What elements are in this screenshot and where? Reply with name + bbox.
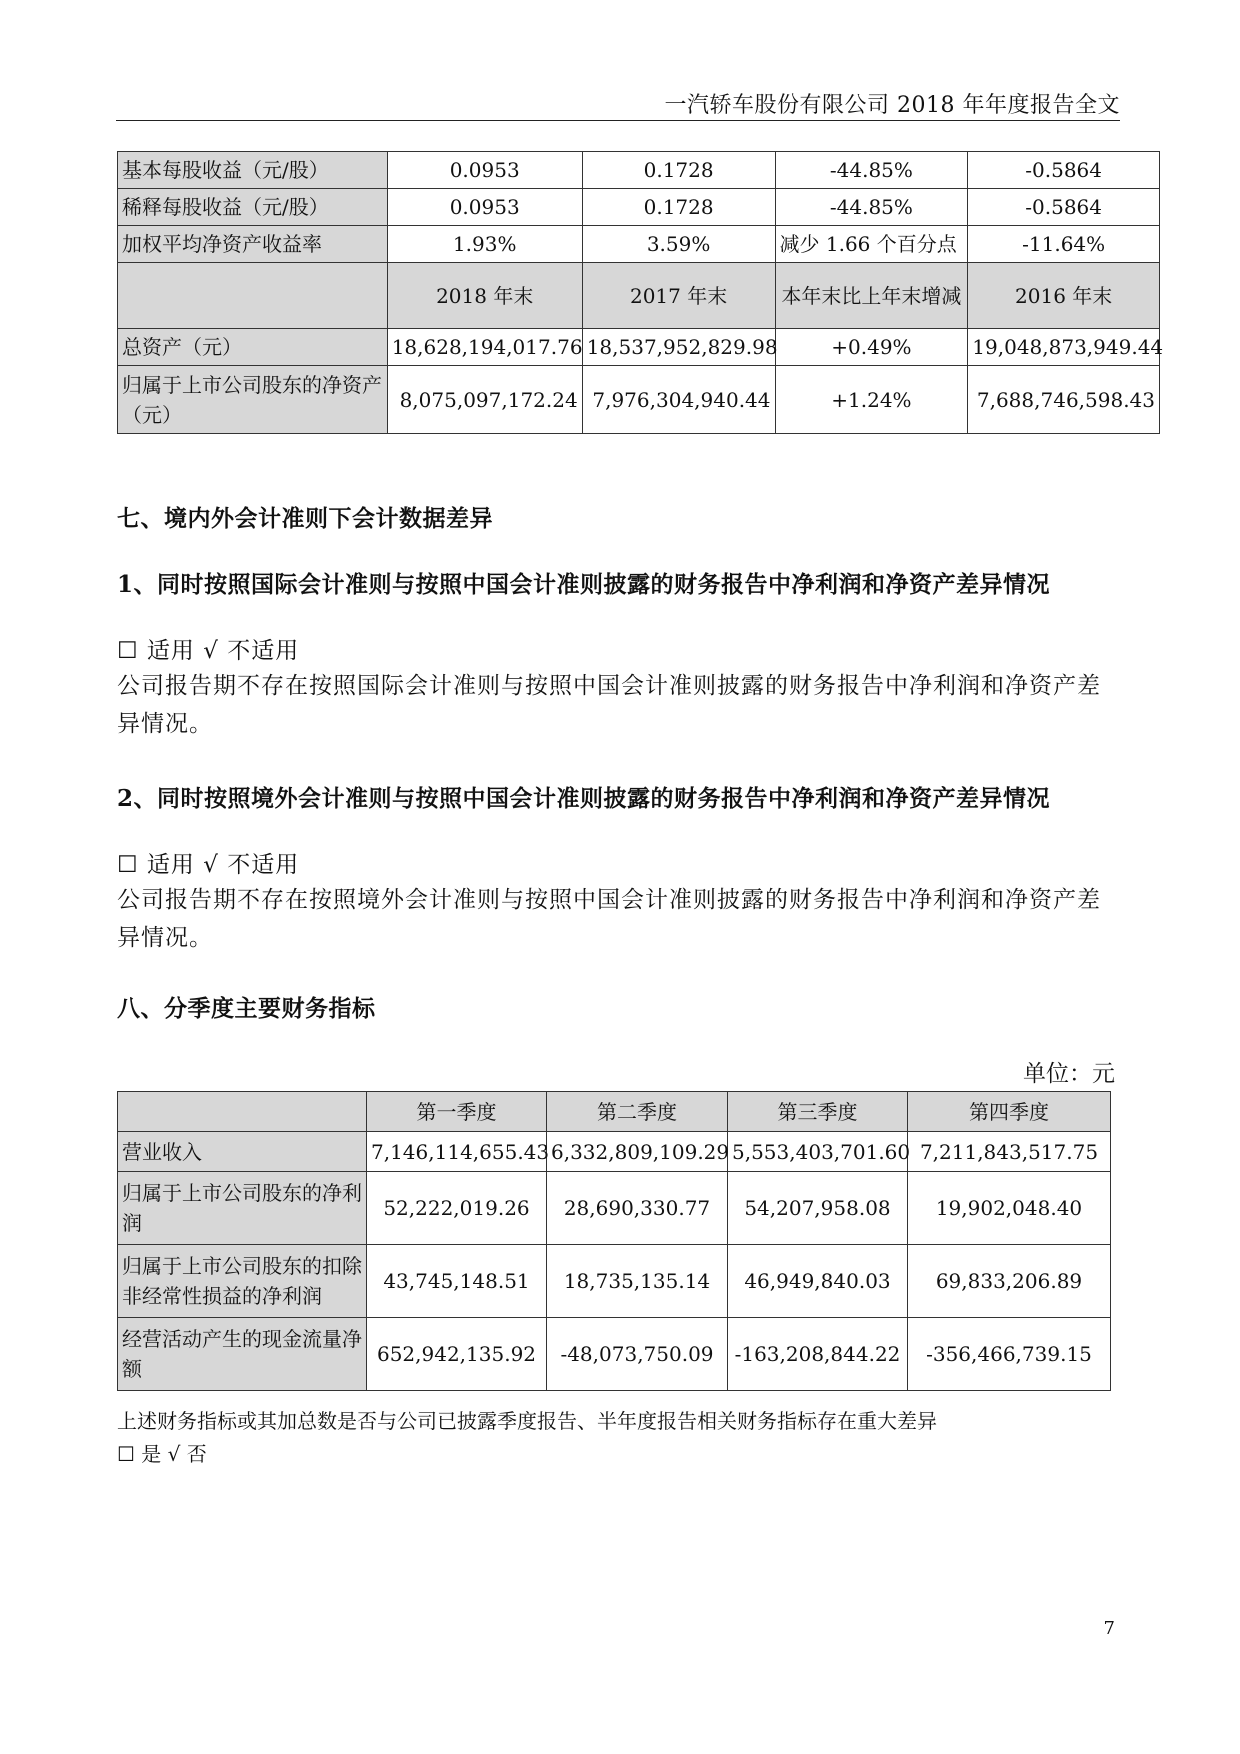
table-row xyxy=(118,1318,1111,1391)
column-header: 第一季度 xyxy=(367,1092,547,1132)
table-cell: -356,466,739.15 xyxy=(908,1318,1111,1391)
row-label: 稀释每股收益（元/股） xyxy=(118,189,388,226)
table-cell: +1.24% xyxy=(775,366,968,434)
table-cell: 1.93% xyxy=(387,226,582,263)
subsection-1-text: 公司报告期不存在按照国际会计准则与按照中国会计准则披露的财务报告中净利润和净资产差异情况。 xyxy=(117,673,1101,737)
table-cell: 652,942,135.92 xyxy=(367,1318,547,1391)
table-cell: 19,902,048.40 xyxy=(908,1172,1111,1245)
table-cell: -44.85% xyxy=(775,152,968,189)
subsection-2-heading: 2、同时按照境外会计准则与按照中国会计准则披露的财务报告中净利润和净资产差异情况 xyxy=(117,785,1051,812)
table-row xyxy=(118,1245,1111,1318)
row-label: 归属于上市公司股东的净资产（元） xyxy=(118,366,388,434)
table-cell: 46,949,840.03 xyxy=(728,1245,908,1318)
table-cell: 0.0953 xyxy=(387,152,582,189)
row-label: 归属于上市公司股东的净利润 xyxy=(118,1172,367,1245)
column-header: 第二季度 xyxy=(547,1092,728,1132)
table-cell: -44.85% xyxy=(775,189,968,226)
section-7-heading: 七、境内外会计准则下会计数据差异 xyxy=(117,505,493,532)
table-row xyxy=(118,1172,1111,1245)
quarterly-indicators-table xyxy=(117,1091,1111,1391)
table-header-row xyxy=(118,263,1160,329)
table-cell: 28,690,330.77 xyxy=(547,1172,728,1245)
row-label: 基本每股收益（元/股） xyxy=(118,152,388,189)
table-cell: 19,048,873,949.44 xyxy=(968,329,1160,366)
row-label: 加权平均净资产收益率 xyxy=(118,226,388,263)
unit-label: 单位：元 xyxy=(1023,1061,1115,1087)
table-cell: 18,735,135.14 xyxy=(547,1245,728,1318)
table-cell: 7,146,114,655.43 xyxy=(367,1132,547,1172)
applicability-check-2: ☐ 适用 √ 不适用 xyxy=(117,852,300,878)
table-row xyxy=(118,226,1160,263)
key-financial-indicators-table xyxy=(117,151,1164,434)
column-header: 本年末比上年末增减 xyxy=(775,263,968,329)
row-label: 归属于上市公司股东的扣除非经常性损益的净利润 xyxy=(118,1245,367,1318)
subsection-1-heading: 1、同时按照国际会计准则与按照中国会计准则披露的财务报告中净利润和净资产差异情况 xyxy=(117,571,1051,598)
table-cell: -0.5864 xyxy=(968,152,1160,189)
header-blank-cell xyxy=(118,263,388,329)
column-header: 第四季度 xyxy=(908,1092,1111,1132)
table-cell: 43,745,148.51 xyxy=(367,1245,547,1318)
table-row xyxy=(118,152,1160,189)
variance-question-note: 上述财务指标或其加总数是否与公司已披露季度报告、半年度报告相关财务指标存在重大差异 xyxy=(117,1409,937,1433)
column-header: 第三季度 xyxy=(728,1092,908,1132)
table-cell: -163,208,844.22 xyxy=(728,1318,908,1391)
table-cell: 69,833,206.89 xyxy=(908,1245,1111,1318)
table-cell: -48,073,750.09 xyxy=(547,1318,728,1391)
header-blank-cell xyxy=(118,1092,367,1132)
table-cell: 0.0953 xyxy=(387,189,582,226)
table-cell: 7,976,304,940.44 xyxy=(582,366,775,434)
page-number: 7 xyxy=(1103,1618,1115,1639)
table-cell: 5,553,403,701.60 xyxy=(728,1132,908,1172)
table-row xyxy=(118,366,1160,434)
header-divider xyxy=(116,120,1120,121)
table-cell: -11.64% xyxy=(968,226,1160,263)
table-cell: 18,537,952,829.98 xyxy=(582,329,775,366)
row-label: 经营活动产生的现金流量净额 xyxy=(118,1318,367,1391)
table-cell: 7,688,746,598.43 xyxy=(968,366,1160,434)
column-header: 2017 年末 xyxy=(582,263,775,329)
applicability-check-1: ☐ 适用 √ 不适用 xyxy=(117,638,300,664)
table-header-row xyxy=(118,1092,1111,1132)
row-label: 总资产（元） xyxy=(118,329,388,366)
table-cell: 0.1728 xyxy=(582,152,775,189)
table-cell: 52,222,019.26 xyxy=(367,1172,547,1245)
subsection-2-text: 公司报告期不存在按照境外会计准则与按照中国会计准则披露的财务报告中净利润和净资产差异情况。 xyxy=(117,887,1101,951)
table-row xyxy=(118,189,1160,226)
table-row xyxy=(118,1132,1111,1172)
column-header: 2016 年末 xyxy=(968,263,1160,329)
variance-answer-check: ☐ 是 √ 否 xyxy=(117,1442,207,1466)
table-cell: 8,075,097,172.24 xyxy=(387,366,582,434)
table-row xyxy=(118,329,1160,366)
row-label: 营业收入 xyxy=(118,1132,367,1172)
table-cell: 3.59% xyxy=(582,226,775,263)
table-cell: 减少 1.66 个百分点 xyxy=(775,226,968,263)
report-header-title: 一汽轿车股份有限公司 2018 年年度报告全文 xyxy=(664,93,1120,118)
table-cell: +0.49% xyxy=(775,329,968,366)
section-8-heading: 八、分季度主要财务指标 xyxy=(117,995,376,1022)
table-cell: 0.1728 xyxy=(582,189,775,226)
table-cell: -0.5864 xyxy=(968,189,1160,226)
table-cell: 54,207,958.08 xyxy=(728,1172,908,1245)
table-cell: 7,211,843,517.75 xyxy=(908,1132,1111,1172)
table-cell: 6,332,809,109.29 xyxy=(547,1132,728,1172)
table-cell: 18,628,194,017.76 xyxy=(387,329,582,366)
column-header: 2018 年末 xyxy=(387,263,582,329)
